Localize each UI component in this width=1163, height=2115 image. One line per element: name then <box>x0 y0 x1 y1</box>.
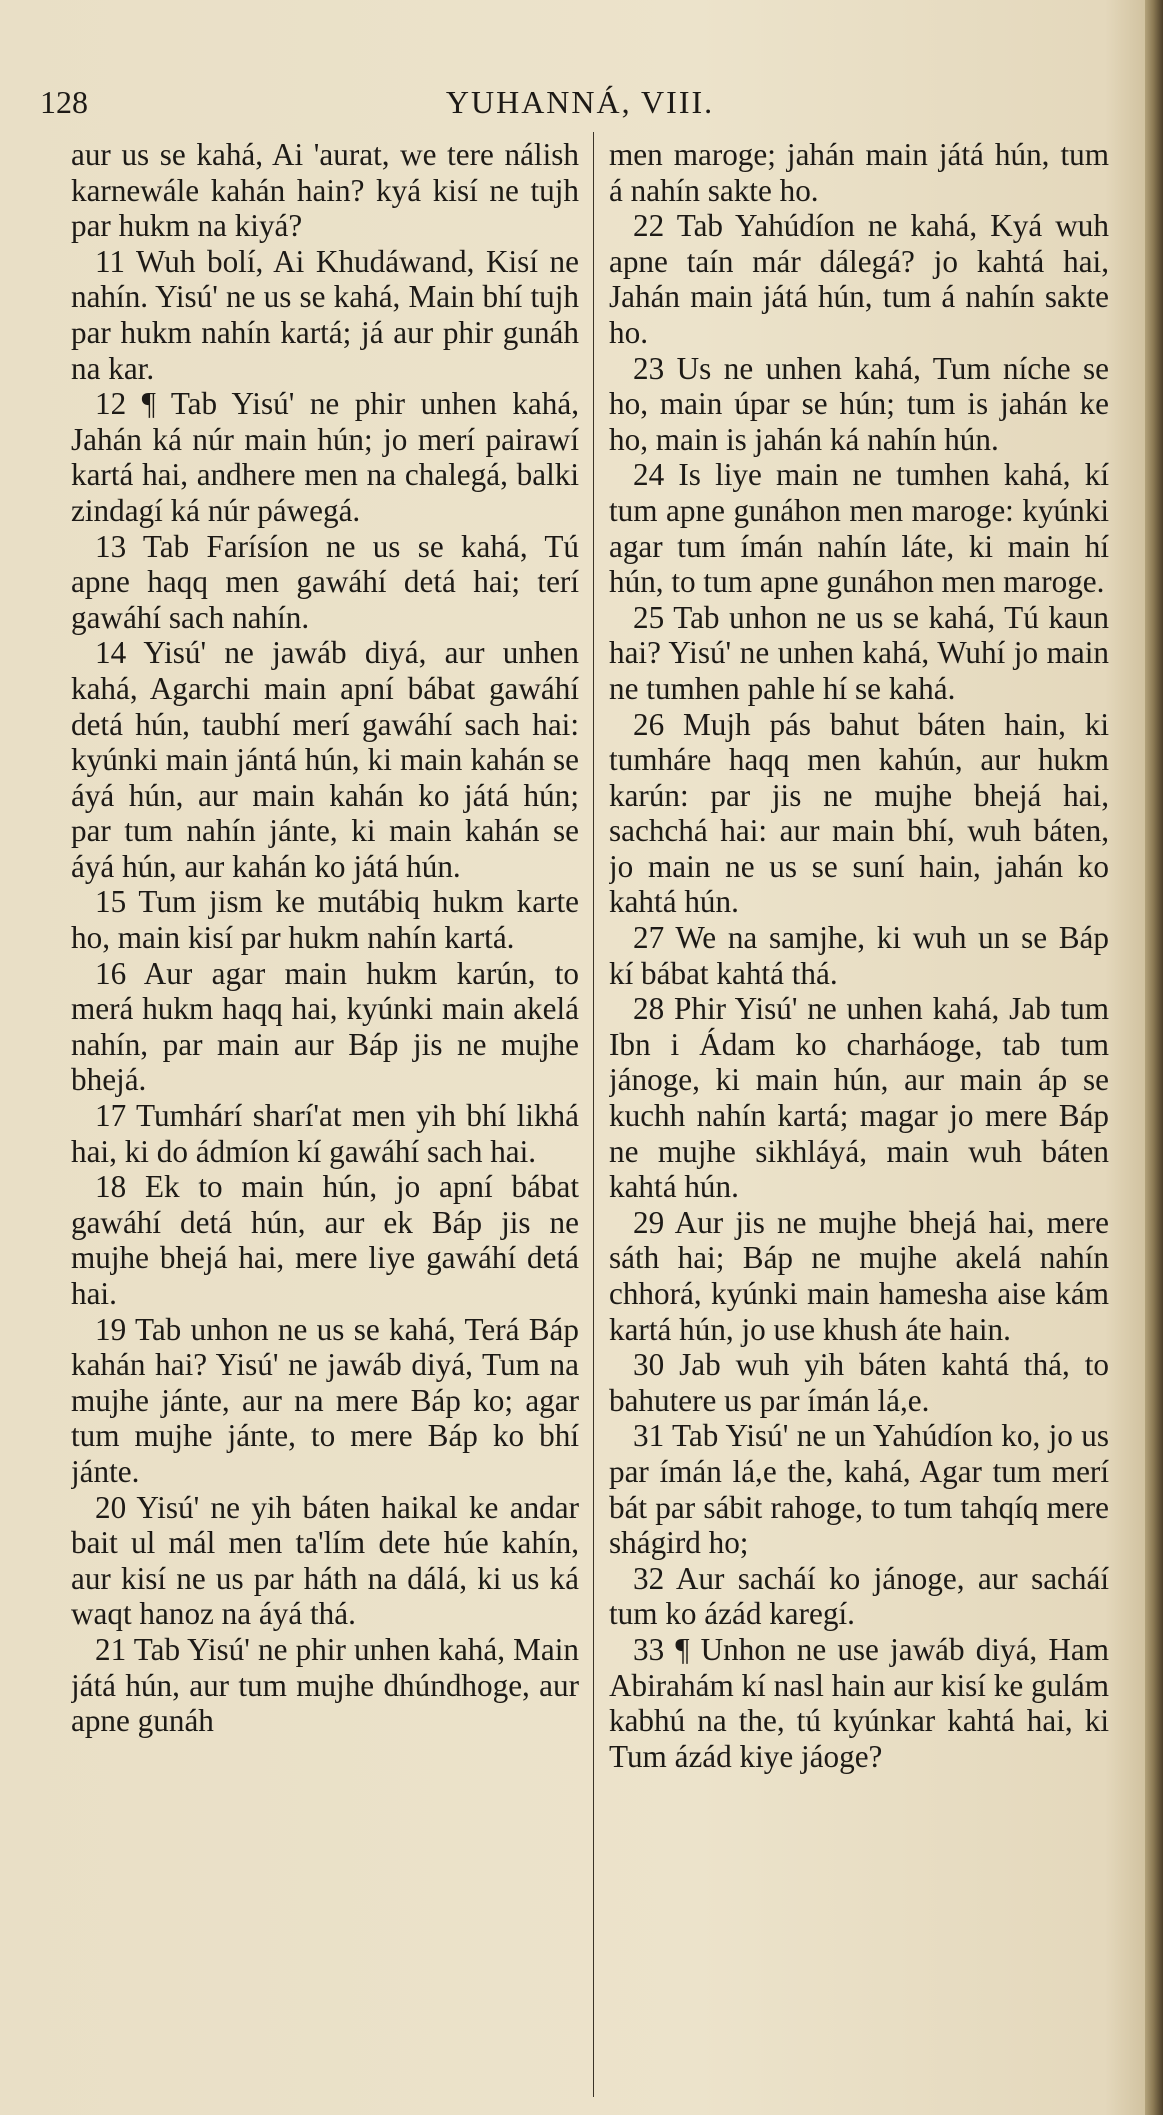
verse-paragraph: 29 Aur jis ne mujhe bhejá hai, mere sáth hai; Báp ne mujhe akelá nahín chhorá, kyúnki main hamesha aise kám kartá hún, jo use khush áte hain. <box>609 1204 1109 1347</box>
verse-paragraph: 33 ¶ Unhon ne use jawáb diyá, Ham Abirahám kí nasl hain aur kisí ke gulám kabhú na the, tú kyúnkar kahtá hai, ki Tum ázád kiye jáoge? <box>609 1631 1109 1774</box>
verse-paragraph: aur us se kahá, Ai 'aurat, we tere nálish karnewále kahán hain? kyá kisí ne tujh par hukm na kiyá? <box>71 137 579 244</box>
verse-paragraph: 22 Tab Yahúdíon ne kahá, Kyá wuh apne taín már dálegá? jo kahtá hai, Jahán main játá hún, tum á nahín sakte ho. <box>609 208 1109 350</box>
verse-paragraph: 25 Tab unhon ne us se kahá, Tú kaun hai? Yisú' ne unhen kahá, Wuhí jo main ne tumhen pahle hí se kahá. <box>609 599 1109 706</box>
page-header <box>40 84 1120 124</box>
verse-paragraph: 23 Us ne unhen kahá, Tum níche se ho, main úpar se hún; tum is jahán ke ho, main is jahán ká nahín hún. <box>609 350 1109 457</box>
verse-paragraph: 27 We na samjhe, ki wuh un se Báp kí bábat kahtá thá. <box>609 920 1109 991</box>
verse-paragraph: 15 Tum jism ke mutábiq hukm karte ho, main kisí par hukm nahín kartá. <box>71 884 579 956</box>
verse-paragraph: men maroge; jahán main játá hún, tum á nahín sakte ho. <box>609 137 1109 208</box>
verse-paragraph: 21 Tab Yisú' ne phir unhen kahá, Main játá hún, aur tum mujhe dhúndhoge, aur apne gunáh <box>71 1631 579 1739</box>
verse-paragraph: 30 Jab wuh yih báten kahtá thá, to bahutere us par ímán lá,e. <box>609 1347 1109 1418</box>
verse-paragraph: 20 Yisú' ne yih báten haikal ke andar bait ul mál men ta'lím dete húe kahín, aur kisí ne us par háth na dálá, ki us ká waqt hanoz na áyá thá. <box>71 1489 579 1632</box>
verse-paragraph: 14 Yisú' ne jawáb diyá, aur unhen kahá, Agarchi main apní bábat gawáhí detá hún, taubhí merí gawáhí sach hai: kyúnki main jántá hún, ki main kahán se áyá hún, aur main kahán ko játá hún; par tum nahín jánte, ki main kahán se áyá hún, aur kahán ko játá hún. <box>71 635 579 884</box>
page-edge <box>1145 0 1163 2115</box>
verse-paragraph: 28 Phir Yisú' ne unhen kahá, Jab tum Ibn i Ádam ko charháoge, tab tum jánoge, ki main hún, aur main áp se kuchh nahín kartá; magar jo mere Báp ne mujhe sikhláyá, main wuh báten kahtá hún. <box>609 991 1109 1205</box>
verse-paragraph: 24 Is liye main ne tumhen kahá, kí tum apne gunáhon men maroge: kyúnki agar tum ímán nahín láte, ki main hí hún, to tum apne gunáhon men maroge. <box>609 457 1109 600</box>
column-divider <box>593 132 594 2097</box>
verse-paragraph: 17 Tumhárí sharí'at men yih bhí likhá hai, ki do ádmíon kí gawáhí sach hai. <box>71 1098 579 1169</box>
verse-paragraph: 19 Tab unhon ne us se kahá, Terá Báp kahán hai? Yisú' ne jawáb diyá, Tum na mujhe jánte, aur na mere Báp ko; agar tum mujhe jánte, to mere Báp ko bhí jánte. <box>71 1311 579 1489</box>
verse-paragraph: 11 Wuh bolí, Ai Khudáwand, Kisí ne nahín. Yisú' ne us se kahá, Main bhí tujh par hukm nahín kartá; já aur phir gunáh na kar. <box>71 243 579 386</box>
left-column <box>71 137 579 2097</box>
verse-paragraph: 32 Aur sacháí ko jánoge, aur sacháí tum ko ázád karegí. <box>609 1560 1109 1632</box>
verse-paragraph: 26 Mujh pás bahut báten hain, ki tumháre haqq men kahún, aur hukm karún: par jis ne mujhe bhejá hai, sachchá hai: aur main bhí, wuh báten, jo main ne us se suní hain, jahán ko kahtá hún. <box>609 706 1109 920</box>
verse-paragraph: 12 ¶ Tab Yisú' ne phir unhen kahá, Jahán ká núr main hún; jo merí pairawí kartá hai, andhere men na chalegá, balki zindagí ká núr páwegá. <box>71 386 579 528</box>
page-number: 128 <box>40 84 88 120</box>
verse-paragraph: 16 Aur agar main hukm karún, to merá hukm haqq hai, kyúnki main akelá nahín, par main aur Báp jis ne mujhe bhejá. <box>71 955 579 1098</box>
verse-paragraph: 18 Ek to main hún, jo apní bábat gawáhí detá hún, aur ek Báp jis ne mujhe bhejá hai, mere liye gawáhí detá hai. <box>71 1169 579 1311</box>
right-column <box>609 137 1109 2097</box>
running-head: YUHANNÁ, VIII. <box>445 84 715 120</box>
verse-paragraph: 13 Tab Farísíon ne us se kahá, Tú apne haqq men gawáhí detá hai; terí gawáhí sach nahín. <box>71 528 579 635</box>
verse-paragraph: 31 Tab Yisú' ne un Yahúdíon ko, jo us par ímán lá,e the, kahá, Agar tum merí bát par sábit rahoge, to tum tahqíq mere shágird ho; <box>609 1418 1109 1561</box>
